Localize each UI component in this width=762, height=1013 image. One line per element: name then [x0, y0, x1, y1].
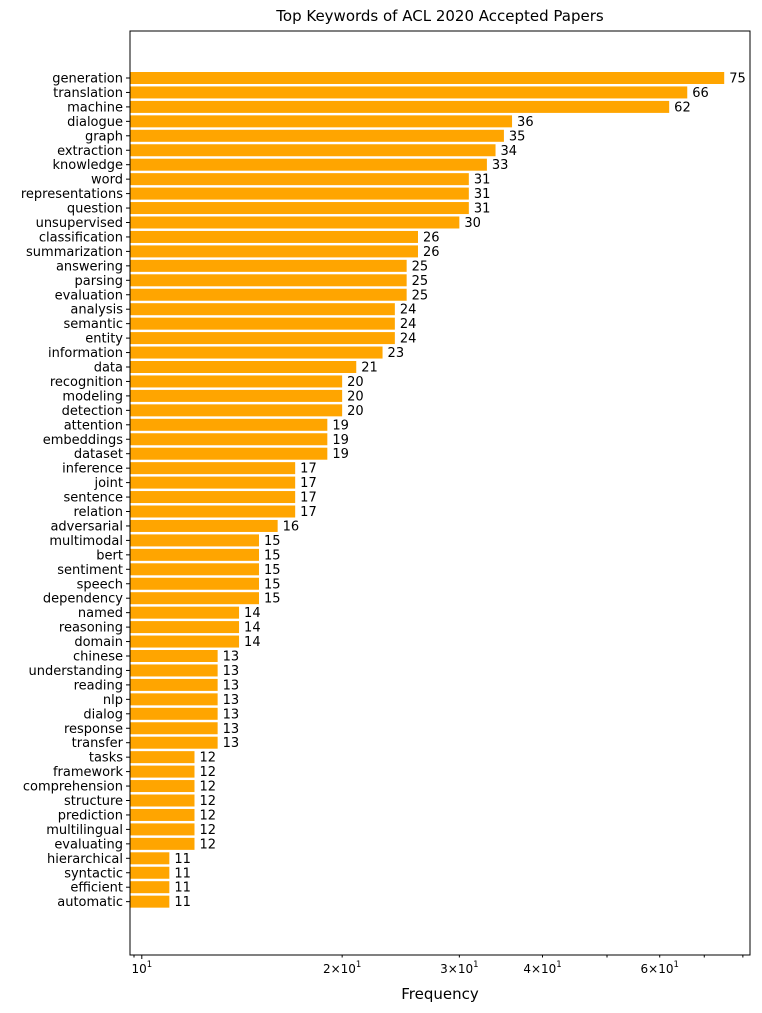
y-tick-label: response	[63, 721, 123, 737]
bar-value-label: 13	[222, 649, 240, 665]
bar-value-label: 66	[692, 85, 709, 101]
bar-value-label: 34	[500, 143, 518, 159]
bar-value-label: 17	[300, 490, 317, 506]
y-tick-label: framework	[52, 765, 123, 781]
bar-value-label: 19	[332, 432, 349, 448]
y-tick-label: answering	[55, 259, 123, 275]
y-tick-label: domain	[74, 635, 123, 651]
bar-reasoning	[130, 621, 239, 633]
bar-value-label: 19	[332, 447, 349, 463]
bar-value-label: 15	[263, 533, 281, 549]
y-tick-label: classification	[38, 230, 123, 246]
x-axis-ticks	[131, 955, 742, 976]
y-tick-label: inference	[62, 461, 123, 477]
bar-named	[130, 607, 239, 619]
y-tick-label: automatic	[57, 895, 123, 911]
bar-dataset	[130, 448, 327, 460]
y-tick-label: efficient	[70, 880, 123, 896]
y-tick-label: modeling	[62, 389, 123, 405]
bar-dependency	[130, 592, 259, 604]
bar-value-label: 14	[244, 606, 261, 622]
y-tick-label: analysis	[70, 302, 123, 318]
x-axis-label: Frequency	[401, 985, 479, 1003]
bar-value-label: 26	[422, 230, 440, 246]
bar-value-label: 31	[473, 172, 491, 188]
y-tick-label: attention	[63, 418, 123, 434]
bar-information	[130, 347, 383, 359]
y-tick-label: reading	[73, 678, 123, 694]
bar-value-label: 11	[174, 866, 191, 882]
bar-value-label: 14	[244, 635, 261, 651]
bar-value-label: 31	[473, 201, 491, 217]
y-tick-label: sentiment	[57, 562, 123, 578]
y-tick-label: detection	[61, 403, 123, 419]
x-tick-label: $2\times 10^1$	[322, 960, 362, 976]
bar-syntactic	[130, 867, 169, 879]
y-tick-label: knowledge	[52, 158, 123, 174]
bar-understanding	[130, 664, 218, 676]
x-tick-label: $3\times 10^1$	[440, 960, 479, 976]
y-tick-label: multilingual	[46, 822, 123, 838]
y-tick-label: understanding	[28, 663, 123, 679]
bar-value-label: 31	[473, 187, 491, 203]
bar-value-label: 26	[422, 244, 440, 260]
bar-question	[130, 202, 469, 214]
x-tick-label: $10^1$	[131, 960, 153, 976]
bar-classification	[130, 231, 418, 243]
y-tick-label: relation	[73, 505, 123, 520]
y-tick-label: syntactic	[64, 866, 123, 882]
y-tick-label: question	[66, 201, 123, 217]
y-axis-tick-labels	[21, 72, 130, 911]
bar-value-label: 12	[199, 779, 217, 795]
bar-value-label: 17	[300, 461, 317, 477]
bar-value-label: 12	[199, 837, 217, 853]
bar-sentence	[130, 491, 295, 503]
bar-translation	[130, 86, 687, 98]
y-tick-label: reasoning	[58, 620, 123, 636]
bar-analysis	[130, 303, 395, 315]
bar-value-label: 23	[387, 346, 405, 362]
bar-graph	[130, 130, 504, 142]
bar-modeling	[130, 390, 342, 402]
bar-reading	[130, 679, 218, 691]
bar-response	[130, 722, 218, 734]
bar-transfer	[130, 737, 218, 749]
x-tick-label: $6\times 10^1$	[640, 960, 679, 976]
bar-value-label: 25	[411, 273, 429, 289]
bar-value-label: 62	[674, 100, 691, 116]
bar-generation	[130, 72, 724, 84]
bar-inference	[130, 462, 295, 474]
bar-speech	[130, 578, 259, 590]
y-tick-label: prediction	[57, 808, 123, 824]
chart-title: Top Keywords of ACL 2020 Accepted Papers	[276, 7, 604, 25]
y-tick-label: translation	[53, 85, 123, 101]
bar-value-label: 13	[222, 736, 240, 752]
bar-value-label: 17	[300, 476, 317, 492]
y-tick-label: representations	[20, 187, 123, 203]
bar-value-label: 12	[199, 750, 217, 766]
bar-value-label: 13	[222, 721, 240, 737]
bar-knowledge	[130, 159, 487, 171]
y-tick-label: embeddings	[42, 432, 123, 448]
bar-value-label: 25	[411, 259, 429, 275]
bar-value-label: 12	[199, 822, 217, 838]
bar-value-label: 24	[399, 317, 417, 333]
bar-data	[130, 361, 356, 373]
bar-value-label: 15	[263, 548, 281, 564]
x-tick-label: $4\times 10^1$	[523, 960, 562, 976]
bar-value-label: 13	[222, 678, 240, 694]
bar-detection	[130, 404, 342, 416]
bar-comprehension	[130, 780, 194, 792]
bar-adversarial	[130, 520, 278, 532]
bar-recognition	[130, 375, 342, 387]
bar-machine	[130, 101, 669, 113]
y-tick-label: data	[93, 360, 123, 376]
bar-prediction	[130, 809, 194, 821]
y-tick-label: multimodal	[49, 533, 123, 549]
bar-multimodal	[130, 534, 259, 546]
bar-value-label: 24	[399, 331, 417, 347]
y-tick-label: unsupervised	[35, 216, 123, 231]
bar-value-label: 12	[199, 765, 217, 781]
y-tick-label: bert	[96, 548, 123, 564]
bar-value-label: 11	[174, 895, 191, 911]
bar-value-label: 16	[282, 519, 300, 535]
bar-value-label: 17	[300, 505, 317, 520]
bar-value-label: 20	[347, 374, 364, 390]
bar-evaluation	[130, 289, 407, 301]
y-tick-label: evaluating	[54, 837, 123, 853]
bar-automatic	[130, 896, 169, 908]
y-tick-label: joint	[94, 476, 123, 492]
y-tick-label: transfer	[71, 736, 123, 752]
bar-value-label: 14	[244, 620, 261, 636]
bar-value-label: 13	[222, 692, 240, 708]
y-tick-label: comprehension	[22, 779, 123, 795]
y-tick-label: named	[77, 606, 123, 622]
bar-value-label: 20	[347, 403, 364, 419]
bar-value-label: 15	[263, 591, 281, 607]
bar-relation	[130, 506, 295, 518]
bar-series	[130, 72, 724, 911]
bar-value-label: 11	[174, 851, 191, 867]
y-tick-label: extraction	[57, 143, 123, 159]
bar-framework	[130, 766, 194, 778]
y-tick-label: parsing	[74, 273, 123, 289]
bar-value-label: 20	[347, 389, 364, 405]
y-tick-label: entity	[85, 331, 123, 347]
y-tick-label: chinese	[72, 649, 123, 665]
bar-chinese	[130, 650, 218, 662]
y-tick-label: nlp	[102, 692, 123, 708]
y-tick-label: dependency	[42, 591, 123, 607]
y-tick-label: adversarial	[50, 519, 123, 535]
bar-representations	[130, 188, 469, 200]
y-tick-label: structure	[64, 794, 123, 809]
bar-value-label: 75	[729, 71, 746, 87]
y-tick-label: graph	[84, 129, 123, 145]
bar-tasks	[130, 751, 194, 763]
bar-dialog	[130, 708, 218, 720]
bar-nlp	[130, 693, 218, 705]
bar-word	[130, 173, 469, 185]
bar-value-label: 24	[399, 302, 417, 318]
bar-value-label: 30	[464, 216, 481, 231]
y-tick-label: tasks	[88, 750, 123, 766]
bar-value-label: 13	[222, 707, 240, 723]
bar-bert	[130, 549, 259, 561]
bar-value-label: 15	[263, 577, 281, 593]
bar-evaluating	[130, 838, 194, 850]
bar-unsupervised	[130, 217, 459, 229]
y-tick-label: hierarchical	[47, 851, 123, 867]
y-tick-label: recognition	[49, 374, 123, 390]
y-tick-label: dialogue	[67, 114, 123, 130]
bar-embeddings	[130, 433, 327, 445]
y-tick-label: semantic	[63, 317, 123, 333]
y-tick-label: summarization	[26, 244, 123, 260]
bar-value-label: 36	[517, 114, 534, 130]
bar-value-label: 33	[491, 158, 509, 174]
bar-multilingual	[130, 823, 194, 835]
y-tick-label: generation	[52, 71, 123, 87]
y-tick-label: word	[91, 172, 123, 188]
bar-value-label: 21	[361, 360, 378, 376]
bar-semantic	[130, 318, 395, 330]
bar-summarization	[130, 245, 418, 257]
bar-value-label: 12	[199, 794, 217, 809]
bar-domain	[130, 636, 239, 648]
y-tick-label: dialog	[83, 707, 123, 723]
bar-sentiment	[130, 563, 259, 575]
bar-entity	[130, 332, 395, 344]
bar-answering	[130, 260, 407, 272]
bar-joint	[130, 477, 295, 489]
bar-value-label: 35	[508, 129, 526, 145]
y-tick-label: information	[47, 346, 123, 362]
bar-attention	[130, 419, 327, 431]
bar-value-label: 15	[263, 562, 281, 578]
bar-extraction	[130, 144, 496, 156]
y-tick-label: evaluation	[54, 288, 123, 304]
y-tick-label: dataset	[73, 447, 123, 463]
bar-structure	[130, 795, 194, 807]
bar-value-label: 19	[332, 418, 349, 434]
bar-parsing	[130, 274, 407, 286]
y-tick-label: machine	[67, 100, 123, 116]
bar-value-label: 12	[199, 808, 217, 824]
y-tick-label: speech	[76, 577, 123, 593]
bar-hierarchical	[130, 852, 169, 864]
bar-value-label: 11	[174, 880, 191, 896]
y-tick-label: sentence	[63, 490, 123, 506]
bar-efficient	[130, 881, 169, 893]
bar-dialogue	[130, 115, 512, 127]
bar-value-label: 25	[411, 288, 429, 304]
bar-value-label: 13	[222, 663, 240, 679]
